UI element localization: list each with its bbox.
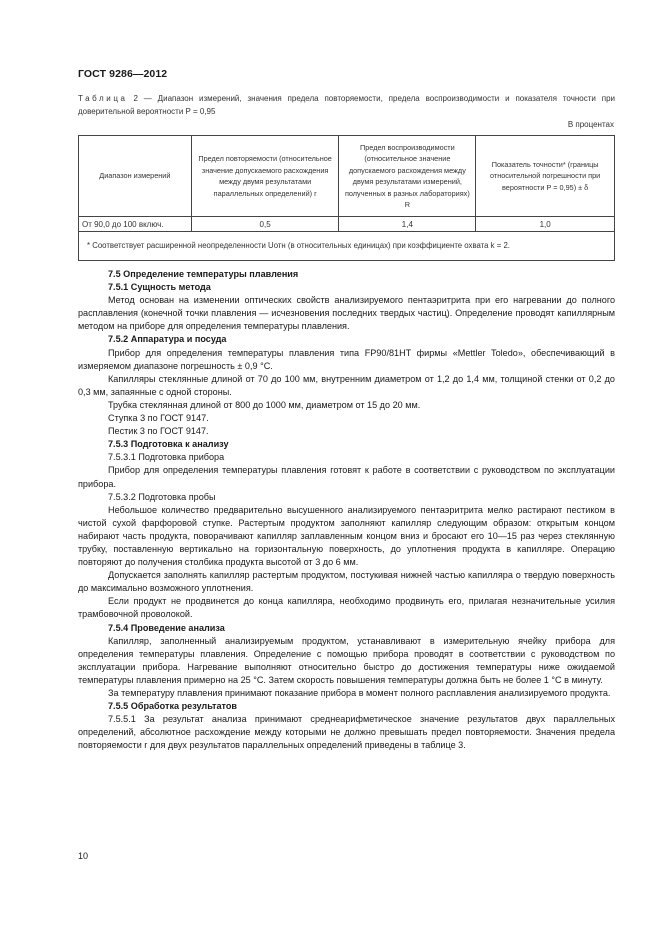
paragraph: Прибор для определения температуры плавления готовят к работе в соответствии с руководством по эксплуатации прибора. [78, 465, 615, 489]
paragraph: Прибор для определения температуры плавления типа FP90/81HT фирмы «Mettler Toledo», обеспечивающий в измеряемом диапазоне погрешность ± 0,9 °С. [78, 347, 615, 371]
table-footnote: * Соответствует расширенной неопределенности Uотн (в относительных единицах) при коэффициенте охвата k = 2. [79, 232, 615, 261]
paragraph: Капилляры стеклянные длиной от 70 до 100 мм, внутренним диаметром от 1,2 до 1,4 мм, толщиной стенки от 0,2 до 0,3 мм, запаянные с одной стороны. [78, 373, 615, 397]
section-heading: 7.5.5 Обработка результатов [108, 701, 237, 712]
section-heading: 7.5 Определение температуры плавления [108, 269, 299, 279]
paragraph: Трубка стеклянная длиной от 800 до 1000 мм, диаметром от 15 до 20 мм. [108, 399, 421, 410]
body-text [78, 268, 615, 752]
paragraph: Небольшое количество предварительно высушенного анализируемого пентаэритрита мелко растирают пестиком в чистой сухой фарфоровой ступке. Растертым продуктом заполняют капилляр следующим образом: открытым концом набирают часть продукта, поворачивают капилляр заплавленным концом вниз и бросают его 10—15 раз через стеклянную трубку, поставленную вертикально на горизонтальную поверхность, до уплотнения продукта в капилляре. Операцию повторяют до получения столбика продукта высотой от 3 до 6 мм. [78, 504, 615, 568]
paragraph: Капилляр, заполненный анализируемым продуктом, устанавливают в измерительную ячейку прибора для определения температуры плавления. Определение с помощью прибора проводят в соответствии с руководством по эксплуатации прибора. Нагревание выполняют относительно быстро до достижения температуры ниже ожидаемой температуры плавления примерно на 25 °С. Затем скорость повышения температуры должна быть не более 1 °С в минуту. [78, 635, 615, 685]
table-cell: 0,5 [191, 217, 339, 232]
paragraph: Метод основан на изменении оптических свойств анализируемого пентаэритрита при его нагревании до полного расплавления (конечной точки плавления — исчезновения последних твердых частиц). Определение проводят капиллярным методом на приборе для определения температуры плавления. [78, 295, 615, 332]
precision-table [78, 135, 615, 261]
standard-header: ГОСТ 9286—2012 [78, 68, 168, 80]
paragraph: Допускается заполнять капилляр растертым продуктом, постукивая нижней частью капилляра о твердую поверхность до максимально возможного уплотнения. [78, 570, 615, 594]
paragraph: Если продукт не продвинется до конца капилляра, необходимо продвинуть его, прилагая незначительные усилия трамбовочной проволокой. [78, 596, 615, 620]
subsection-title: 7.5.3.2 Подготовка пробы [108, 491, 216, 502]
table-cell: 1,0 [476, 217, 615, 232]
paragraph: Ступка 3 по ГОСТ 9147. [108, 413, 209, 424]
paragraph: 7.5.5.1 За результат анализа принимают среднеарифметическое значение результатов двух параллельных определений, абсолютное расхождение между которыми не должно превышать предел повторяемости. Значения предела повторяемости r для двух результатов параллельных определений приведены в таблице 3. [78, 714, 615, 751]
column-header: Предел воспроизводимости (относительное значение допускаемого расхождения между двумя результатами измерений, полученных в разных лабораториях) R [339, 136, 476, 217]
page-number: 10 [78, 851, 89, 861]
table-cell: От 90,0 до 100 включ. [79, 217, 192, 232]
table-caption-text: 2 — Диапазон измерений, значения предела повторяемости, предела воспроизводимости и показателя точности при доверительной вероятности P = 0,95 [78, 94, 615, 116]
column-header: Диапазон измерений [79, 136, 192, 217]
section-heading: 7.5.3 Подготовка к анализу [108, 439, 229, 450]
units-note: В процентах [567, 120, 614, 129]
section-heading: 7.5.4 Проведение анализа [108, 622, 225, 633]
column-header: Предел повторяемости (относительное значение допускаемого расхождения между двумя результатами параллельных определений) r [191, 136, 339, 217]
table-header-row [79, 136, 615, 217]
section-heading: 7.5.1 Сущность метода [108, 282, 211, 293]
column-header: Показатель точности* (границы относительной погрешности при вероятности P = 0,95) ± δ [476, 136, 615, 217]
table-row [79, 217, 615, 232]
section-heading: 7.5.2 Аппаратура и посуда [108, 334, 227, 345]
paragraph: За температуру плавления принимают показание прибора в момент полного расплавления анализируемого продукта. [108, 688, 611, 698]
paragraph: Пестик 3 по ГОСТ 9147. [108, 426, 209, 437]
table-caption [78, 93, 615, 118]
table-caption-label: Таблица [78, 94, 128, 103]
table-cell: 1,4 [339, 217, 476, 232]
table-footnote-row [79, 232, 615, 261]
subsection-title: 7.5.3.1 Подготовка прибора [108, 452, 225, 463]
